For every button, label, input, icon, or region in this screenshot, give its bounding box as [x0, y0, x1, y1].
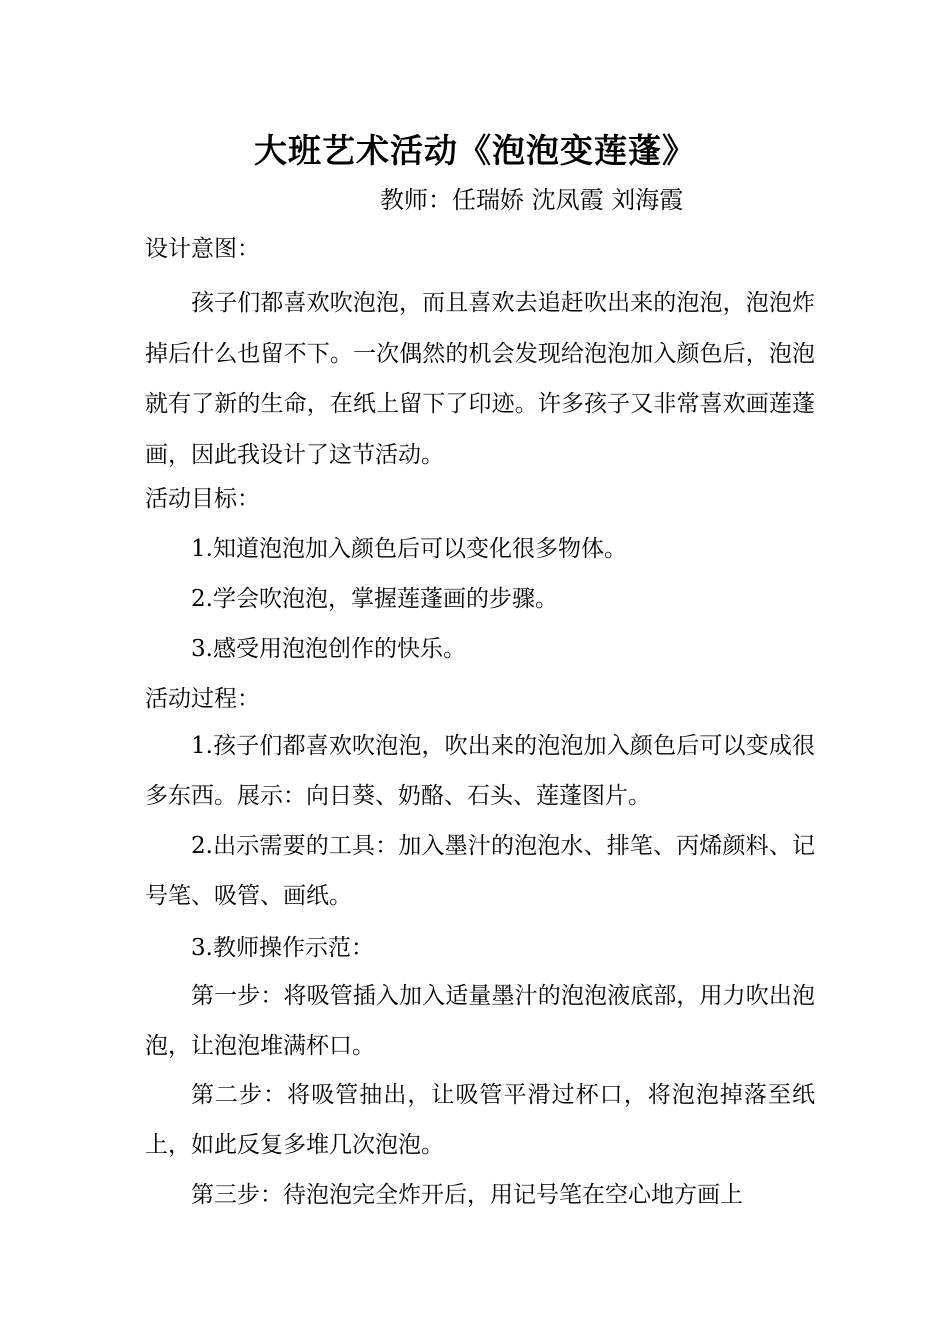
goal-item: 1.知道泡泡加入颜色后可以变化很多物体。 [191, 536, 627, 562]
goal-item: 3.感受用泡泡创作的快乐。 [191, 636, 466, 662]
process-step: 第二步：将吸管抽出，让吸管平滑过杯口，将泡泡掉落至纸上，如此反复多堆几次泡泡。 [145, 1082, 815, 1158]
goals-heading: 活动目标： [145, 486, 260, 512]
process-step: 第三步：待泡泡完全炸开后，用记号笔在空心地方画上 [191, 1182, 743, 1208]
goal-item: 2.学会吹泡泡，掌握莲蓬画的步骤。 [191, 586, 558, 612]
process-step: 3.教师操作示范： [191, 935, 374, 961]
document-title: 大班艺术活动《泡泡变莲蓬》 [254, 131, 696, 170]
author-line: 教师：任瑞娇 沈凤霞 刘海霞 [380, 186, 684, 214]
process-step: 1.孩子们都喜欢吹泡泡，吹出来的泡泡加入颜色后可以变成很多东西。展示：向日葵、奶酪、石头、莲蓬图片。 [145, 733, 815, 809]
process-heading: 活动过程： [145, 686, 260, 712]
process-step: 第一步：将吸管插入加入适量墨汁的泡泡液底部，用力吹出泡泡，让泡泡堆满杯口。 [145, 983, 815, 1059]
process-step: 2.出示需要的工具：加入墨汁的泡泡水、排笔、丙烯颜料、记号笔、吸管、画纸。 [145, 833, 815, 909]
design-paragraph: 孩子们都喜欢吹泡泡，而且喜欢去追赶吹出来的泡泡，泡泡炸掉后什么也留不下。一次偶然的机会发现给泡泡加入颜色后，泡泡就有了新的生命，在纸上留下了印迹。许多孩子又非常喜欢画莲蓬画，因此我设计了这节活动。 [145, 290, 815, 468]
design-heading: 设计意图： [145, 236, 260, 262]
